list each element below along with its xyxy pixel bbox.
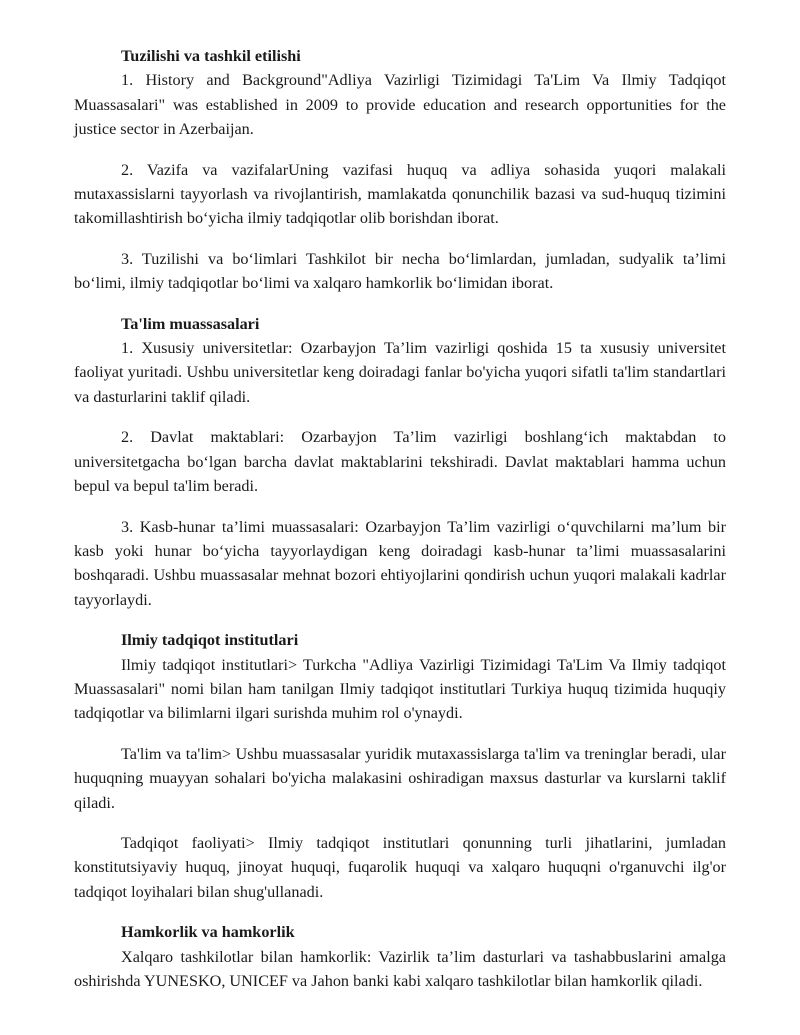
paragraph: Tadqiqot faoliyati> Ilmiy tadqiqot institutlari qonunning turli jihatlarini, jumladan konstitutsiyaviy huquq, jinoyat huquqi, fuqarolik huquqi va xalqaro huquqni o'rganuvchi ilg'or tadqiqot loyihalari bilan shug'ullanadi. [74, 833, 726, 901]
section-heading: Tuzilishi va tashkil etilishi [121, 47, 301, 65]
paragraph: 1. History and Background"Adliya Vazirligi Tizimidagi Ta'Lim Va Ilmiy Tadqiqot Muassasalari" was established in 2009 to provide education and research opportunities for the justice sector in Azerbaijan. [74, 71, 726, 139]
paragraph: 2. Davlat maktablari: Ozarbayjon Ta’lim vazirligi boshlang‘ich maktabdan to universitetgacha bo‘lgan barcha davlat maktablarini tekshiradi. Davlat maktablari hamma uchun bepul va bepul ta'lim beradi. [74, 428, 726, 496]
paragraph: 3. Kasb-hunar ta’limi muassasalari: Ozarbayjon Ta’lim vazirligi o‘quvchilarni ma’lum bir kasb yoki hunar bo‘yicha tayyorlaydigan keng doiradagi kasb-hunar ta’limi muassasalarini boshqaradi. Ushbu muassasalar mehnat bozori ehtiyojlarini qondirish uchun yuqori malakali kadrlar tayyorlaydi. [74, 517, 726, 609]
paragraph: 3. Tuzilishi va bo‘limlari Tashkilot bir necha bo‘limlardan, jumladan, sudyalik ta’limi bo‘limi, ilmiy tadqiqotlar bo‘limi va xalqaro hamkorlik bo‘limidan iborat. [74, 249, 726, 293]
section-structure [74, 44, 726, 296]
document-page [74, 44, 726, 993]
paragraph: 2. Vazifa va vazifalarUning vazifasi huquq va adliya sohasida yuqori malakali mutaxassislarni tayyorlash va rivojlantirish, mamlakatda qonunchilik bazasi va sud-huquq tizimini takomillashtirish bo‘yicha ilmiy tadqiqotlar olib borishdan iborat. [74, 160, 726, 228]
paragraph: Ta'lim va ta'lim> Ushbu muassasalar yuridik mutaxassislarga ta'lim va treninglar beradi, ular huquqning muayyan sohalari bo'yicha malakasini oshiradigan maxsus dasturlar va kurslarni taklif qiladi. [74, 744, 726, 812]
section-heading: Ilmiy tadqiqot institutlari [121, 631, 299, 650]
paragraph: Xalqaro tashkilotlar bilan hamkorlik: Vazirlik ta’lim dasturlari va tashabbuslarini amalga oshirishda YUNESKO, UNICEF va Jahon banki kabi xalqaro tashkilotlar bilan hamkorlik qiladi. [74, 947, 726, 990]
section-heading: Ta'lim muassasalari [121, 314, 260, 333]
section-heading: Hamkorlik va hamkorlik [121, 923, 295, 942]
section-education-institutions [74, 312, 726, 612]
paragraph: 1. Xususiy universitetlar: Ozarbayjon Ta’lim vazirligi qoshida 15 ta xususiy universitet faoliyat yuritadi. Ushbu universitetlar keng doiradagi fanlar bo'yicha yuqori sifatli ta'lim standartlari va dasturlarini taklif qiladi. [74, 339, 726, 406]
paragraph: Ilmiy tadqiqot institutlari> Turkcha "Adliya Vazirligi Tizimidagi Ta'Lim Va Ilmiy tadqiqot Muassasalari" nomi bilan ham tanilgan Ilmiy tadqiqot institutlari Turkiya huquq tizimida huquqiy tadqiqotlar va bilimlarni ilgari surishda muhim rol o'ynaydi. [74, 655, 726, 723]
section-cooperation [74, 920, 726, 993]
section-research-institutes [74, 628, 726, 904]
